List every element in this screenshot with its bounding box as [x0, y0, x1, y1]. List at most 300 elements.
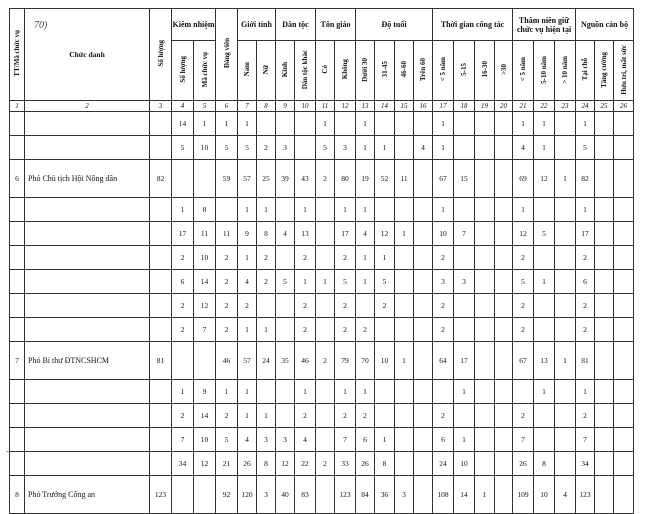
column-index-cell: 17 — [433, 101, 454, 112]
table-cell — [495, 404, 513, 428]
table-cell: 24 — [257, 342, 276, 380]
header-nguon-can-bo: Nguồn cán bộ — [576, 9, 634, 41]
header-46-60: 46-60 — [395, 41, 414, 101]
table-cell: 2 — [433, 404, 454, 428]
column-index-cell: 21 — [513, 101, 534, 112]
table-cell — [395, 136, 414, 160]
table-sub-row — [10, 246, 634, 270]
column-index-cell: 11 — [316, 101, 335, 112]
table-cell: 1 — [395, 222, 414, 246]
table-cell: 2 — [316, 342, 335, 380]
header-tn-5-10: 5-10 năm — [534, 41, 555, 101]
table-cell: 2 — [172, 246, 194, 270]
table-cell: 1 — [238, 318, 257, 342]
table-cell — [534, 404, 555, 428]
table-cell: 1 — [216, 112, 238, 136]
column-index-cell: 1 — [10, 101, 25, 112]
table-cell — [555, 270, 576, 294]
table-cell — [150, 380, 172, 404]
table-cell: 10 — [433, 222, 454, 246]
table-cell: 1 — [555, 342, 576, 380]
table-cell: 6 — [433, 428, 454, 452]
table-cell — [150, 318, 172, 342]
table-cell: 2 — [433, 318, 454, 342]
statistics-table — [9, 8, 634, 514]
table-cell: 26 — [238, 452, 257, 476]
table-cell: 79 — [335, 342, 356, 380]
header-nam: Nam — [238, 41, 257, 101]
table-cell: 1 — [475, 476, 495, 514]
table-cell — [150, 404, 172, 428]
table-cell — [150, 428, 172, 452]
table-cell: 10 — [194, 246, 216, 270]
table-cell: 7 — [10, 342, 25, 380]
table-cell — [495, 160, 513, 198]
table-sub-row — [10, 270, 634, 294]
table-cell — [595, 380, 614, 404]
table-cell: 2 — [295, 404, 316, 428]
table-cell: 7 — [576, 428, 595, 452]
table-cell — [534, 246, 555, 270]
table-cell: 12 — [375, 222, 395, 246]
table-cell: 52 — [375, 160, 395, 198]
table-cell — [10, 222, 25, 246]
table-cell: 5 — [576, 136, 595, 160]
table-cell: 1 — [375, 246, 395, 270]
header-do-tuoi: Độ tuổi — [356, 9, 433, 41]
table-cell: 1 — [433, 136, 454, 160]
table-cell: 1 — [433, 112, 454, 136]
table-cell: 39 — [276, 160, 295, 198]
table-cell — [316, 222, 335, 246]
table-cell: 2 — [335, 246, 356, 270]
table-cell: 5 — [513, 270, 534, 294]
table-cell: 1 — [172, 198, 194, 222]
table-cell: 7 — [513, 428, 534, 452]
table-cell — [395, 318, 414, 342]
column-index-cell: 14 — [375, 101, 395, 112]
table-cell: 4 — [238, 270, 257, 294]
table-cell — [433, 380, 454, 404]
table-cell: 2 — [513, 318, 534, 342]
table-cell: 2 — [257, 270, 276, 294]
table-sub-row — [10, 318, 634, 342]
table-cell — [10, 198, 25, 222]
table-cell — [454, 318, 475, 342]
table-cell: 22 — [295, 452, 316, 476]
table-cell: 1 — [257, 404, 276, 428]
header-tren-60: Trên 60 — [414, 41, 433, 101]
table-cell — [276, 380, 295, 404]
table-cell: 2 — [335, 404, 356, 428]
table-cell — [414, 404, 433, 428]
table-cell — [335, 112, 356, 136]
table-cell — [10, 380, 25, 404]
table-cell: 3 — [454, 270, 475, 294]
header-thoi-gian-cong-tac: Thời gian công tác — [433, 9, 513, 41]
table-cell — [375, 112, 395, 136]
header-nu: Nữ — [257, 41, 276, 101]
table-cell — [595, 428, 614, 452]
table-cell — [316, 294, 335, 318]
column-index-cell: 5 — [194, 101, 216, 112]
table-cell — [395, 294, 414, 318]
header-31-45: 31-45 — [375, 41, 395, 101]
column-index-cell: 9 — [276, 101, 295, 112]
table-cell: 34 — [172, 452, 194, 476]
table-cell — [475, 222, 495, 246]
table-cell — [555, 380, 576, 404]
table-cell: 8 — [194, 198, 216, 222]
table-cell — [216, 198, 238, 222]
table-cell — [595, 476, 614, 514]
table-cell: 1 — [238, 246, 257, 270]
header-so-luong: Số lượng — [150, 9, 172, 101]
table-cell: 14 — [172, 112, 194, 136]
table-cell — [614, 428, 634, 452]
table-sub-row — [10, 404, 634, 428]
statistics-table-sheet — [9, 8, 634, 514]
column-index-cell: 24 — [576, 101, 595, 112]
table-cell: 7 — [454, 222, 475, 246]
table-cell — [172, 160, 194, 198]
table-cell: 2 — [335, 294, 356, 318]
table-cell: 81 — [150, 342, 172, 380]
table-cell: 57 — [238, 342, 257, 380]
table-cell: 2 — [356, 404, 375, 428]
table-cell — [454, 404, 475, 428]
table-cell: 1 — [356, 270, 375, 294]
header-gioi-tinh: Giới tính — [238, 9, 276, 41]
table-cell: 3 — [257, 476, 276, 514]
table-cell: 1 — [238, 112, 257, 136]
column-index-row — [10, 101, 634, 112]
handwritten-mark: 70) — [34, 20, 48, 31]
table-cell — [555, 198, 576, 222]
table-cell: 4 — [414, 136, 433, 160]
table-cell: 11 — [395, 160, 414, 198]
table-sub-row — [10, 112, 634, 136]
table-cell: 6 — [576, 270, 595, 294]
table-cell — [150, 294, 172, 318]
table-cell — [414, 112, 433, 136]
table-body — [10, 101, 634, 514]
table-cell — [595, 318, 614, 342]
table-cell — [316, 198, 335, 222]
table-cell: 82 — [576, 160, 595, 198]
table-cell: 8 — [534, 452, 555, 476]
table-cell — [395, 428, 414, 452]
table-cell — [595, 404, 614, 428]
table-cell — [595, 222, 614, 246]
table-cell — [495, 476, 513, 514]
table-cell — [150, 198, 172, 222]
table-cell — [395, 198, 414, 222]
table-cell: 1 — [534, 136, 555, 160]
table-cell: 2 — [513, 246, 534, 270]
table-cell: 67 — [513, 342, 534, 380]
table-cell — [555, 294, 576, 318]
table-cell — [555, 222, 576, 246]
table-cell: 4 — [513, 136, 534, 160]
header-dan-toc: Dân tộc — [276, 9, 316, 41]
table-position-row — [10, 342, 634, 380]
header-dan-toc-khac: Dân tộc khác — [295, 41, 316, 101]
table-cell — [475, 294, 495, 318]
header-khong: Không — [335, 41, 356, 101]
table-cell: 7 — [172, 428, 194, 452]
table-cell — [276, 198, 295, 222]
table-cell — [414, 270, 433, 294]
table-cell — [475, 380, 495, 404]
table-cell: 123 — [335, 476, 356, 514]
table-cell: 12 — [194, 452, 216, 476]
table-cell — [194, 342, 216, 380]
table-cell — [475, 404, 495, 428]
table-cell: 10 — [375, 342, 395, 380]
column-index-cell: 20 — [495, 101, 513, 112]
table-cell — [454, 294, 475, 318]
column-index-cell: 15 — [395, 101, 414, 112]
table-cell: 1 — [375, 136, 395, 160]
table-cell: 5 — [276, 270, 295, 294]
table-cell — [555, 112, 576, 136]
table-cell: 2 — [295, 318, 316, 342]
table-cell — [555, 136, 576, 160]
table-cell: 6 — [356, 428, 375, 452]
table-cell: 12 — [194, 294, 216, 318]
table-cell — [10, 318, 25, 342]
table-cell — [10, 270, 25, 294]
table-cell — [555, 404, 576, 428]
table-sub-row — [10, 380, 634, 404]
header-ton-giao: Tôn giáo — [316, 9, 356, 41]
table-cell — [614, 318, 634, 342]
position-title-cell — [25, 452, 150, 476]
table-cell — [475, 160, 495, 198]
table-cell — [614, 112, 634, 136]
table-cell — [10, 112, 25, 136]
table-cell — [414, 428, 433, 452]
table-cell — [614, 476, 634, 514]
table-cell: 3 — [276, 428, 295, 452]
table-cell — [194, 160, 216, 198]
position-title-cell: Phó Trưởng Công an — [25, 476, 150, 514]
table-cell — [454, 246, 475, 270]
column-index-cell: 23 — [555, 101, 576, 112]
table-cell: 1 — [257, 198, 276, 222]
table-cell — [475, 136, 495, 160]
table-cell — [276, 294, 295, 318]
table-cell — [495, 112, 513, 136]
table-cell — [414, 222, 433, 246]
table-cell: 83 — [295, 476, 316, 514]
table-cell: 2 — [513, 294, 534, 318]
table-cell: 2 — [257, 246, 276, 270]
table-cell: 10 — [194, 428, 216, 452]
table-cell: 5 — [316, 136, 335, 160]
table-cell: 17 — [335, 222, 356, 246]
table-cell — [614, 404, 634, 428]
table-cell: 24 — [433, 452, 454, 476]
table-cell — [495, 246, 513, 270]
table-cell — [495, 222, 513, 246]
table-cell — [595, 198, 614, 222]
table-cell — [614, 160, 634, 198]
table-cell — [475, 318, 495, 342]
table-cell — [614, 270, 634, 294]
position-title-cell — [25, 380, 150, 404]
column-index-cell: 18 — [454, 101, 475, 112]
table-cell: 1 — [295, 270, 316, 294]
table-cell — [614, 342, 634, 380]
table-cell: 1 — [356, 198, 375, 222]
table-cell — [316, 246, 335, 270]
table-cell: 1 — [356, 380, 375, 404]
table-cell: 1 — [316, 112, 335, 136]
table-cell — [395, 246, 414, 270]
table-cell — [395, 270, 414, 294]
table-cell: 26 — [513, 452, 534, 476]
table-cell: 2 — [356, 318, 375, 342]
position-title-cell — [25, 404, 150, 428]
table-sub-row — [10, 294, 634, 318]
table-cell — [555, 246, 576, 270]
header-chuc-danh: Chức danh — [25, 9, 150, 101]
table-cell — [150, 270, 172, 294]
table-cell: 5 — [216, 136, 238, 160]
table-sub-row — [10, 452, 634, 476]
table-cell: 5 — [172, 136, 194, 160]
table-cell — [595, 270, 614, 294]
table-cell — [395, 452, 414, 476]
table-cell: 2 — [433, 246, 454, 270]
table-cell — [475, 198, 495, 222]
table-cell: 14 — [194, 404, 216, 428]
table-cell: 10 — [454, 452, 475, 476]
table-cell: 5 — [534, 222, 555, 246]
table-cell — [10, 136, 25, 160]
header-tg-tren-30: >30 — [495, 41, 513, 101]
table-cell: 40 — [276, 476, 295, 514]
table-cell: 13 — [295, 222, 316, 246]
table-cell — [257, 112, 276, 136]
table-cell — [414, 342, 433, 380]
table-cell: 2 — [335, 318, 356, 342]
table-cell — [595, 246, 614, 270]
table-cell: 123 — [576, 476, 595, 514]
table-cell: 2 — [513, 404, 534, 428]
position-title-cell — [25, 318, 150, 342]
table-cell: 8 — [257, 452, 276, 476]
table-cell: 1 — [576, 198, 595, 222]
table-cell — [150, 222, 172, 246]
table-cell: 2 — [295, 246, 316, 270]
header-tg-16-30: 16-30 — [475, 41, 495, 101]
table-cell — [475, 246, 495, 270]
table-cell: 109 — [513, 476, 534, 514]
table-cell: 25 — [257, 160, 276, 198]
table-cell: 1 — [356, 246, 375, 270]
table-cell — [454, 136, 475, 160]
table-cell: 2 — [576, 246, 595, 270]
table-sub-row — [10, 136, 634, 160]
header-huu-tri: Hưu trí, mất sức — [614, 41, 634, 101]
position-title-cell: Phó Chủ tịch Hội Nông dân — [25, 160, 150, 198]
table-cell — [414, 246, 433, 270]
column-index-cell: 3 — [150, 101, 172, 112]
header-tai-cho: Tại chỗ — [576, 41, 595, 101]
table-cell — [172, 342, 194, 380]
table-cell: 59 — [216, 160, 238, 198]
table-cell — [475, 452, 495, 476]
column-index-cell: 12 — [335, 101, 356, 112]
table-cell — [614, 294, 634, 318]
table-position-row — [10, 476, 634, 514]
table-cell — [614, 452, 634, 476]
table-cell — [495, 452, 513, 476]
table-cell: 15 — [454, 160, 475, 198]
table-cell — [276, 246, 295, 270]
table-cell — [595, 136, 614, 160]
table-cell: 12 — [513, 222, 534, 246]
table-cell: 4 — [555, 476, 576, 514]
table-cell: 1 — [534, 380, 555, 404]
position-title-cell — [25, 222, 150, 246]
table-cell: 1 — [513, 112, 534, 136]
header-tn-tren-10: > 10 năm — [555, 41, 576, 101]
header-tg-5-15: 5-15 — [454, 41, 475, 101]
table-cell: 4 — [356, 222, 375, 246]
column-index-cell: 19 — [475, 101, 495, 112]
table-cell — [276, 112, 295, 136]
table-cell: 14 — [454, 476, 475, 514]
header-kiem-nhiem-ma-chuc-vu: Mã chức vụ — [194, 41, 216, 101]
table-cell — [150, 452, 172, 476]
table-cell — [414, 318, 433, 342]
table-cell — [316, 318, 335, 342]
table-cell — [10, 428, 25, 452]
header-tg-duoi-5: < 5 năm — [433, 41, 454, 101]
table-cell: 1 — [295, 198, 316, 222]
header-kiem-nhiem-so-luong: Số lượng — [172, 41, 194, 101]
table-cell — [10, 294, 25, 318]
table-cell — [295, 136, 316, 160]
table-cell: 21 — [216, 452, 238, 476]
table-cell: 7 — [194, 318, 216, 342]
table-cell: 8 — [257, 222, 276, 246]
table-cell — [495, 318, 513, 342]
column-index-cell: 26 — [614, 101, 634, 112]
header-tham-nien: Thâm niên giữ chức vụ hiện tại — [513, 9, 576, 41]
column-index-cell: 10 — [295, 101, 316, 112]
table-cell: 17 — [454, 342, 475, 380]
table-cell: 120 — [238, 476, 257, 514]
table-cell: 80 — [335, 160, 356, 198]
table-cell: 2 — [576, 294, 595, 318]
table-cell: 1 — [194, 112, 216, 136]
table-cell: 1 — [335, 198, 356, 222]
table-cell — [356, 294, 375, 318]
column-index-cell: 25 — [595, 101, 614, 112]
table-cell: 3 — [395, 476, 414, 514]
table-cell: 2 — [216, 294, 238, 318]
table-cell: 64 — [433, 342, 454, 380]
table-cell — [534, 198, 555, 222]
table-cell: 2 — [172, 404, 194, 428]
table-cell: 2 — [576, 404, 595, 428]
table-cell: 5 — [335, 270, 356, 294]
